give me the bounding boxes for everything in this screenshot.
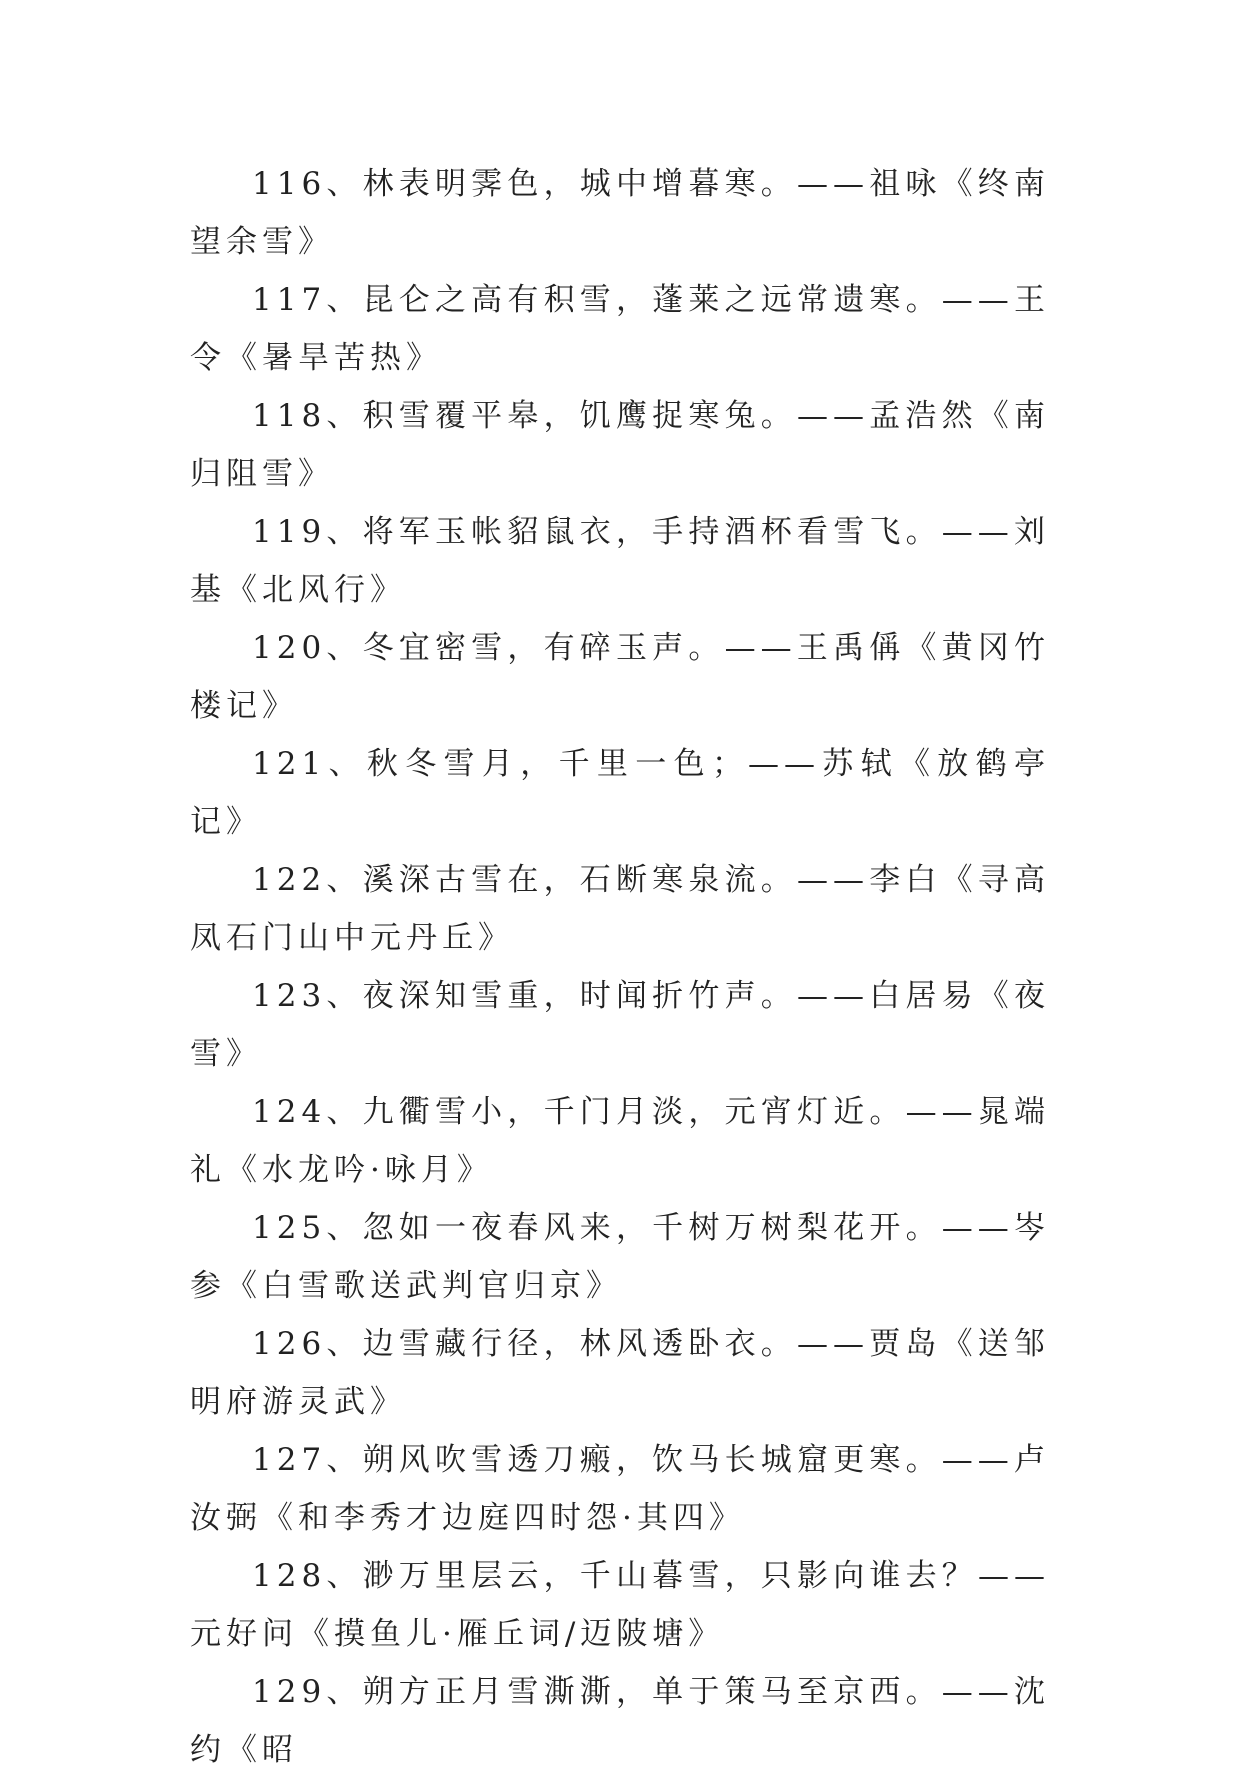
poem-line-117: 117、昆仑之高有积雪，蓬莱之远常遗寒。——王令《暑旱苦热》 [190, 282, 1050, 376]
poem-line-126: 126、边雪藏行径，林风透卧衣。——贾岛《送邹明府游灵武》 [190, 1326, 1050, 1420]
poem-line-122: 122、溪深古雪在，石断寒泉流。——李白《寻高凤石门山中元丹丘》 [190, 862, 1050, 956]
poem-line-118: 118、积雪覆平皋，饥鹰捉寒兔。——孟浩然《南归阻雪》 [190, 398, 1050, 492]
poem-line-119: 119、将军玉帐貂鼠衣，手持酒杯看雪飞。——刘基《北风行》 [190, 514, 1050, 608]
poem-line-123: 123、夜深知雪重，时闻折竹声。——白居易《夜雪》 [190, 978, 1050, 1072]
poem-line-125: 125、忽如一夜春风来，千树万树梨花开。——岑参《白雪歌送武判官归京》 [190, 1210, 1050, 1304]
poem-line-120: 120、冬宜密雪，有碎玉声。——王禹偁《黄冈竹楼记》 [190, 630, 1050, 724]
poem-line-124: 124、九衢雪小，千门月淡，元宵灯近。——晁端礼《水龙吟·咏月》 [190, 1094, 1050, 1188]
document-body [190, 155, 1050, 1779]
poem-line-116: 116、林表明霁色，城中增暮寒。——祖咏《终南望余雪》 [190, 166, 1050, 260]
poem-line-121: 121、秋冬雪月，千里一色；——苏轼《放鹤亭记》 [190, 746, 1050, 840]
poem-line-127: 127、朔风吹雪透刀瘢，饮马长城窟更寒。——卢汝弼《和李秀才边庭四时怨·其四》 [190, 1442, 1050, 1536]
poem-line-128: 128、渺万里层云，千山暮雪，只影向谁去？——元好问《摸鱼儿·雁丘词/迈陂塘》 [190, 1558, 1050, 1652]
poem-line-129: 129、朔方正月雪澌澌，单于策马至京西。——沈约《昭 [190, 1674, 1050, 1768]
